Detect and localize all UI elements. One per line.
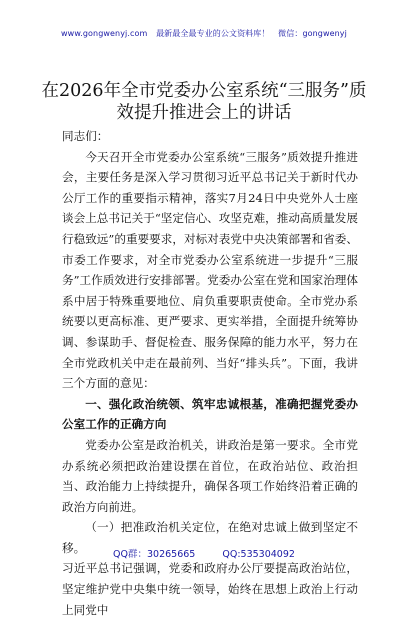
- header-wechat: 微信：gongwenyj: [278, 29, 347, 38]
- paragraph-political: 党委办公室是政治机关，讲政治是第一要求。全市党办系统必须把政治建设摆在首位，在政治站位、政治担当、政治能力上持续提升，确保各项工作始终沿着正确的政治方向前进。: [62, 437, 358, 514]
- subheading-1: （一）把准政治机关定位，在绝对忠诚上做到坚定不移。: [62, 520, 358, 555]
- page-header: [0, 28, 408, 39]
- paragraph-intro: 今天召开全市党委办公室系统“三服务”质效提升推进会，主要任务是深入学习贯彻习近平总书记关于新时代办公厅工作的重要指示精神，落实7月24日中央党外人士座谈会上总书记关于“坚定信心、攻坚克难，推动高质量发展行稳致远”的重要要求，对标对表党中央决策部署和省委、市委工作要求，对全市党委办公室系统进一步提升“三服务”工作质效进行安排部署。党委办公室在党和国家治理体系中居于特殊重要地位、肩负重要职责使命。全市党办系统要以更高标准、更严要求、更实举措，全面提升统筹协调、参谋助手、督促检查、服务保障的能力水平，努力在全市党政机关中走在最前列、当好“排头兵”。下面，我讲三个方面的意见：: [62, 149, 358, 391]
- greeting: 同志们：: [62, 129, 109, 143]
- header-site-link[interactable]: www.gongwenyj.com: [61, 29, 148, 38]
- document-title: [40, 80, 368, 124]
- header-slogan: 最新最全最专业的公文资料库！: [156, 29, 270, 38]
- footer-qq-group: QQ群：30265665: [113, 549, 196, 560]
- section-heading-1: 一、强化政治统领、筑牢忠诚根基，准确把握党委办公室工作的正确方向: [62, 396, 358, 432]
- title-line-2: 效提升推进会上的讲话: [116, 103, 292, 123]
- paragraph-continued: 习近平总书记强调，党委和政府办公厅要提高政治站位，坚定维护党中央集中统一领导，始终在思想上政治上行动上同党中: [62, 561, 358, 617]
- page-footer: [0, 546, 408, 560]
- title-line-1: 在2026年全市党委办公室系统“三服务”质: [41, 81, 367, 101]
- footer-qq: QQ:535304092: [222, 549, 295, 560]
